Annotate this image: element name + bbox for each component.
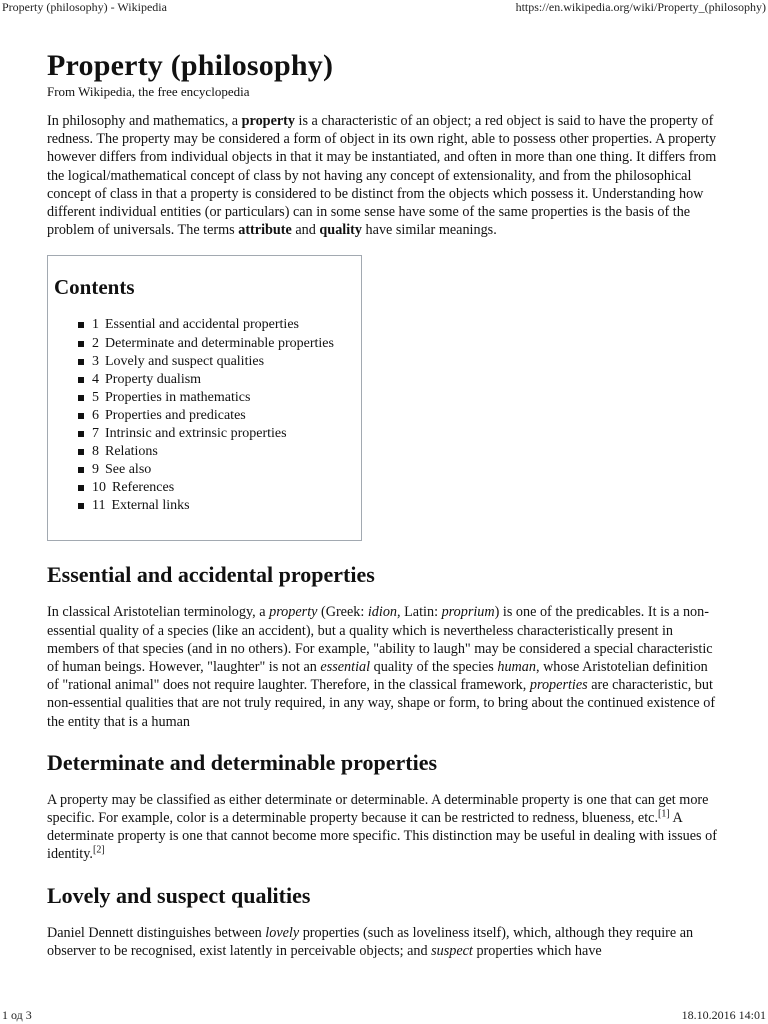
bullet-icon <box>78 395 84 401</box>
bullet-icon <box>78 485 84 491</box>
section-paragraph: In classical Aristotelian terminology, a property (Greek: idion, Latin: proprium) is one of the predicables. It is a non-essential quality of a species (like an accident), but a quality which is nevertheless characteristically present in members of that species (and in no others). For example, "ability to laugh" may be considered a special characteristic of human beings. However, "laughter" is not an essential quality of the species human, whose Aristotelian definition of "rational animal" does not require laughter. Therefore, in the classical framework, properties are characteristic, but non-essential qualities that are not truly required, in any way, shape or form, to bring about the continued existence of the entity that is a human <box>47 604 716 730</box>
print-footer-page: 1 од 3 <box>2 1008 32 1022</box>
page-title: Property (philosophy) <box>47 49 334 82</box>
section-paragraph: Daniel Dennett distinguishes between lovely properties (such as loveliness itself), which, although they require an observer to be recognised, exist latently in perceivable objects; and suspect properties which have <box>47 924 694 959</box>
toc-item[interactable]: 2 Determinate and determinable properties <box>78 335 361 353</box>
section-determinate <box>47 749 719 864</box>
bullet-icon <box>78 449 84 455</box>
toc-item[interactable]: 6 Properties and predicates <box>78 407 361 425</box>
section-heading: Lovely and suspect qualities <box>47 882 311 908</box>
toc-title: Contents <box>54 275 135 300</box>
print-footer <box>0 1008 768 1022</box>
section-heading: Essential and accidental properties <box>47 562 375 588</box>
print-header <box>0 0 768 14</box>
toc-list <box>54 316 361 515</box>
section-heading: Determinate and determinable properties <box>47 749 438 775</box>
toc-item[interactable]: 4 Property dualism <box>78 371 361 389</box>
section-paragraph: A property may be classified as either determinate or determinable. A determinable property is one that can get more specific. For example, color is a determinable property because it can be restricted to redness, blueness, etc.[1] A determinate property is one that cannot become more specific. This distinction may be useful in dealing with issues of identity.[2] <box>47 791 717 863</box>
section-lovely <box>47 882 719 960</box>
bullet-icon <box>78 503 84 509</box>
toc-item[interactable]: 1 Essential and accidental properties <box>78 316 361 334</box>
reference-link[interactable]: [1] <box>658 808 670 820</box>
reference-link[interactable]: [2] <box>92 844 105 856</box>
bullet-icon <box>78 359 84 365</box>
toc-item[interactable]: 9 See also <box>78 461 361 479</box>
toc-item[interactable]: 11 External links <box>78 497 361 515</box>
toc-item[interactable]: 3 Lovely and suspect qualities <box>78 353 361 371</box>
toc-item[interactable]: 5 Properties in mathematics <box>78 389 361 407</box>
toc-item[interactable]: 7 Intrinsic and extrinsic properties <box>78 425 361 443</box>
bullet-icon <box>78 341 84 347</box>
intro-paragraph: In philosophy and mathematics, a property is a characteristic of an object; a red object is said to have the property of redness. The property may be considered a form of object in its own right, able to possess other properties. A property however differs from individual objects in that it may be instantiated, and often in more than one thing. It differs from the logical/mathematical concept of class by not having any concept of extensionality, and from the philosophical concept of class in that a property is considered to be distinct from the objects which possess it. Understanding how different individual entities (or particulars) can in some sense have some of the same properties is the basis of the problem of universals. The terms attribute and quality have similar meanings. <box>47 113 717 239</box>
table-of-contents <box>47 255 362 541</box>
section-essential <box>47 561 719 730</box>
toc-item[interactable]: 8 Relations <box>78 443 361 461</box>
print-header-url[interactable]: https://en.wikipedia.org/wiki/Property_(philosophy) <box>515 0 766 14</box>
bullet-icon <box>78 377 84 383</box>
bullet-icon <box>78 322 84 328</box>
bullet-icon <box>78 431 84 437</box>
bullet-icon <box>78 413 84 419</box>
print-footer-datetime: 18.10.2016 14:01 <box>681 1008 766 1022</box>
bullet-icon <box>78 467 84 473</box>
print-header-title: Property (philosophy) - Wikipedia <box>2 0 167 14</box>
tagline: From Wikipedia, the free encyclopedia <box>47 84 250 99</box>
toc-item[interactable]: 10 References <box>78 479 361 497</box>
article-content <box>47 48 719 978</box>
